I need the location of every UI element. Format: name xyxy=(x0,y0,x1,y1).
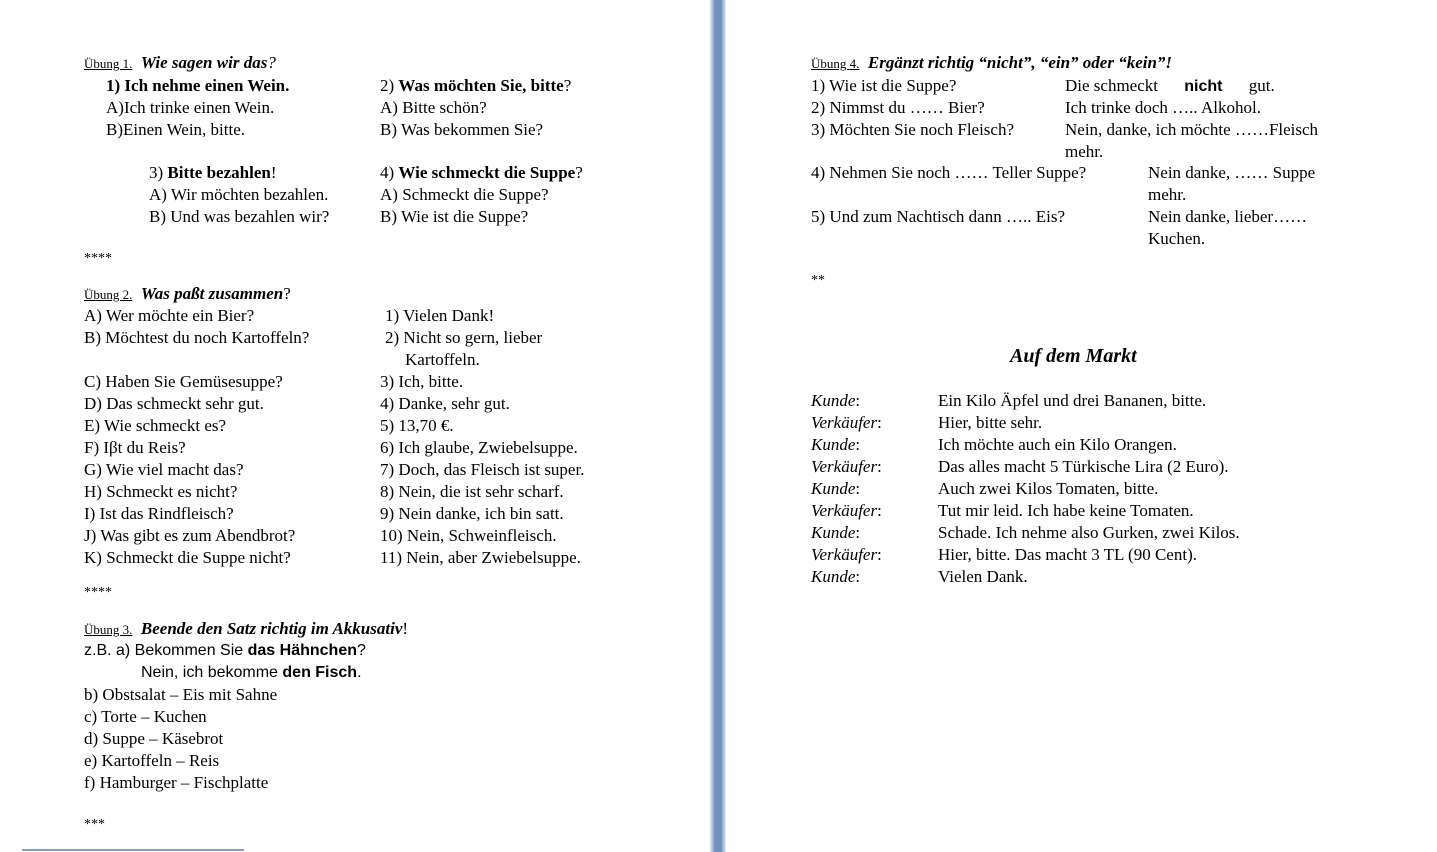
ex1-item-4b: B) Wie ist die Suppe? xyxy=(380,207,529,226)
dialog-line: Auch zwei Kilos Tomaten, bitte. xyxy=(938,479,1159,498)
dialog-line: Schade. Ich nehme also Gurken, zwei Kilos. xyxy=(938,523,1240,542)
colon: : xyxy=(877,501,882,520)
ex2-answer: 5) 13,70 €. xyxy=(380,416,454,435)
item-bold: Was möchten Sie, bitte xyxy=(398,76,564,95)
ex3-item: e) Kartoffeln – Reis xyxy=(84,751,220,770)
answer-bold: nicht xyxy=(1184,78,1223,95)
ex2-question: J) Was gibt es zum Abendbrot? xyxy=(84,526,296,545)
speaker-name: Kunde xyxy=(811,567,856,586)
ex1-item-1b: B)Einen Wein, bitte. xyxy=(106,120,246,139)
item-punct: ? xyxy=(575,163,583,182)
answer-text: Die schmeckt xyxy=(1065,76,1158,95)
ex3-item: f) Hamburger – Fischplatte xyxy=(84,773,269,792)
speaker-name: Kunde xyxy=(811,479,856,498)
dialog-speaker xyxy=(811,478,860,500)
ex1-item-1a: A)Ich trinke einen Wein. xyxy=(106,98,275,117)
ex3-example-answer xyxy=(141,662,362,684)
speaker-name: Verkäufer xyxy=(811,457,878,476)
dialog-line: Ich möchte auch ein Kilo Orangen. xyxy=(938,435,1177,454)
ex2-answer: 10) Nein, Schweinfleisch. xyxy=(380,526,557,545)
dialog-line: Tut mir leid. Ich habe keine Tomaten. xyxy=(938,501,1194,520)
separator: **** xyxy=(84,251,112,266)
ex4-answer: Nein danke, …… Suppe xyxy=(1148,163,1316,182)
ex2-answer: 4) Danke, sehr gut. xyxy=(380,394,510,413)
exercise-number: Übung 2. xyxy=(84,287,133,302)
dialog-line: Hier, bitte. Das macht 3 TL (90 Cent). xyxy=(938,545,1197,564)
ex4-answer: Ich trinke doch ….. Alkohol. xyxy=(1065,98,1261,117)
page-gutter xyxy=(710,0,726,852)
colon: : xyxy=(855,567,861,586)
dialog-speaker xyxy=(811,500,882,522)
exercise-title: Was paßt zusammen xyxy=(140,284,284,303)
speaker-name: Kunde xyxy=(811,523,856,542)
exercise-title-punct: ? xyxy=(267,53,276,72)
example-punct: ? xyxy=(356,642,366,659)
dialog-speaker xyxy=(811,522,860,544)
ex1-item-2 xyxy=(380,75,571,97)
ex2-question: D) Das schmeckt sehr gut. xyxy=(84,394,264,413)
example-text: z.B. a) Bekommen Sie xyxy=(84,642,248,659)
separator: *** xyxy=(84,817,105,832)
item-punct: ? xyxy=(563,76,572,95)
dialog-line: Hier, bitte sehr. xyxy=(938,413,1043,432)
item-bold: Bitte bezahlen xyxy=(167,163,271,182)
ex4-question: 1) Wie ist die Suppe? xyxy=(811,76,957,95)
ex2-question: E) Wie schmeckt es? xyxy=(84,416,227,435)
item-bold: Wie schmeckt die Suppe xyxy=(398,163,576,182)
document-page-left xyxy=(0,0,710,852)
ex4-answer: Nein, danke, ich möchte ……Fleisch xyxy=(1065,120,1319,139)
ex4-question: 3) Möchten Sie noch Fleisch? xyxy=(811,120,1015,139)
ex4-answer xyxy=(1065,75,1275,98)
item-punct: ! xyxy=(270,163,277,182)
ex2-answer: 7) Doch, das Fleisch ist super. xyxy=(380,460,585,479)
exercise-title-punct: ! xyxy=(402,619,409,638)
ex3-item: d) Suppe – Käsebrot xyxy=(84,729,224,748)
ex4-question: 5) Und zum Nachtisch dann ….. Eis? xyxy=(811,207,1065,226)
ex2-answer: 6) Ich glaube, Zwiebelsuppe. xyxy=(380,438,578,457)
colon: : xyxy=(855,479,861,498)
separator: **** xyxy=(84,585,112,600)
item-number: 3) xyxy=(149,163,168,182)
ex1-item-2a: A) Bitte schön? xyxy=(380,98,487,117)
exercise-number: Übung 1. xyxy=(84,56,133,71)
ex2-question: A) Wer möchte ein Bier? xyxy=(84,306,255,325)
ex2-question: C) Haben Sie Gemüsesuppe? xyxy=(84,372,283,391)
document-page-right xyxy=(726,0,1437,852)
ex4-answer: Nein danke, lieber…… xyxy=(1148,207,1308,226)
answer-punct: . xyxy=(357,664,362,681)
market-title: Auf dem Markt xyxy=(1010,345,1137,367)
ex4-question: 4) Nehmen Sie noch …… Teller Suppe? xyxy=(811,163,1087,182)
speaker-name: Kunde xyxy=(811,391,856,410)
exercise-title: Beende den Satz richtig im Akkusativ xyxy=(140,619,403,638)
colon: : xyxy=(877,413,882,432)
ex4-question: 2) Nimmst du …… Bier? xyxy=(811,98,985,117)
speaker-name: Verkäufer xyxy=(811,413,878,432)
dialog-speaker xyxy=(811,390,860,412)
item-number: 4) xyxy=(380,163,399,182)
ex1-item-3b: B) Und was bezahlen wir? xyxy=(149,207,330,226)
ex2-answer: 11) Nein, aber Zwiebelsuppe. xyxy=(380,548,581,567)
exercise-3-heading xyxy=(84,618,408,641)
exercise-number: Übung 4. xyxy=(811,56,860,71)
ex3-item: c) Torte – Kuchen xyxy=(84,707,207,726)
ex2-answer: 1) Vielen Dank! xyxy=(385,306,495,325)
speaker-name: Kunde xyxy=(811,435,856,454)
colon: : xyxy=(855,523,861,542)
dialog-speaker xyxy=(811,566,860,588)
dialog-speaker xyxy=(811,544,882,566)
example-bold: das Hähnchen xyxy=(247,642,357,659)
ex3-item: b) Obstsalat – Eis mit Sahne xyxy=(84,685,278,704)
dialog-speaker xyxy=(811,456,882,478)
ex2-question: I) Ist das Rindfleisch? xyxy=(84,504,234,523)
colon: : xyxy=(855,435,861,454)
dialog-speaker xyxy=(811,434,860,456)
speaker-name: Verkäufer xyxy=(811,545,878,564)
dialog-line: Vielen Dank. xyxy=(938,567,1028,586)
dialog-speaker xyxy=(811,412,882,434)
ex2-question: K) Schmeckt die Suppe nicht? xyxy=(84,548,291,567)
ex2-answer: 8) Nein, die ist sehr scharf. xyxy=(380,482,564,501)
exercise-title-punct: ? xyxy=(283,284,291,303)
ex1-item-1: 1) Ich nehme einen Wein. xyxy=(106,76,290,95)
ex3-example xyxy=(84,640,366,662)
colon: : xyxy=(855,391,861,410)
ex2-answer-continued: Kartoffeln. xyxy=(405,350,480,369)
colon: : xyxy=(877,457,882,476)
ex1-item-3a: A) Wir möchten bezahlen. xyxy=(149,185,329,204)
answer-text: Nein, ich bekomme xyxy=(141,664,283,681)
ex1-item-4a: A) Schmeckt die Suppe? xyxy=(380,185,549,204)
ex2-answer: 3) Ich, bitte. xyxy=(380,372,464,391)
speaker-name: Verkäufer xyxy=(811,501,878,520)
ex1-item-2b: B) Was bekommen Sie? xyxy=(380,120,544,139)
page-bottom-line xyxy=(22,849,244,851)
answer-text-end: gut. xyxy=(1248,76,1275,95)
item-number: 2) xyxy=(380,76,399,95)
ex4-answer-continued: mehr. xyxy=(1065,142,1104,161)
separator: ** xyxy=(811,273,825,288)
ex1-item-4 xyxy=(380,162,583,184)
ex2-answer: 9) Nein danke, ich bin satt. xyxy=(380,504,564,523)
dialog-line: Das alles macht 5 Türkische Lira (2 Euro). xyxy=(938,457,1229,476)
exercise-number: Übung 3. xyxy=(84,622,133,637)
dialog-line: Ein Kilo Äpfel und drei Bananen, bitte. xyxy=(938,391,1207,410)
ex2-question: G) Wie viel macht das? xyxy=(84,460,244,479)
exercise-title: Ergänzt richtig “nicht”, “ein” oder “kein”! xyxy=(867,53,1173,72)
colon: : xyxy=(877,545,882,564)
ex2-question: B) Möchtest du noch Kartoffeln? xyxy=(84,328,310,347)
ex2-answer: 2) Nicht so gern, lieber xyxy=(385,328,543,347)
ex2-question: F) Iβt du Reis? xyxy=(84,438,186,457)
ex2-question: H) Schmeckt es nicht? xyxy=(84,482,238,501)
exercise-1-heading xyxy=(84,52,276,75)
ex1-item-3 xyxy=(149,162,277,184)
ex4-answer-continued: Kuchen. xyxy=(1148,229,1206,248)
exercise-2-heading xyxy=(84,283,291,306)
answer-bold: den Fisch xyxy=(282,664,358,681)
exercise-4-heading xyxy=(811,52,1172,75)
exercise-title: Wie sagen wir das xyxy=(140,53,268,72)
ex4-answer-continued: mehr. xyxy=(1148,185,1187,204)
